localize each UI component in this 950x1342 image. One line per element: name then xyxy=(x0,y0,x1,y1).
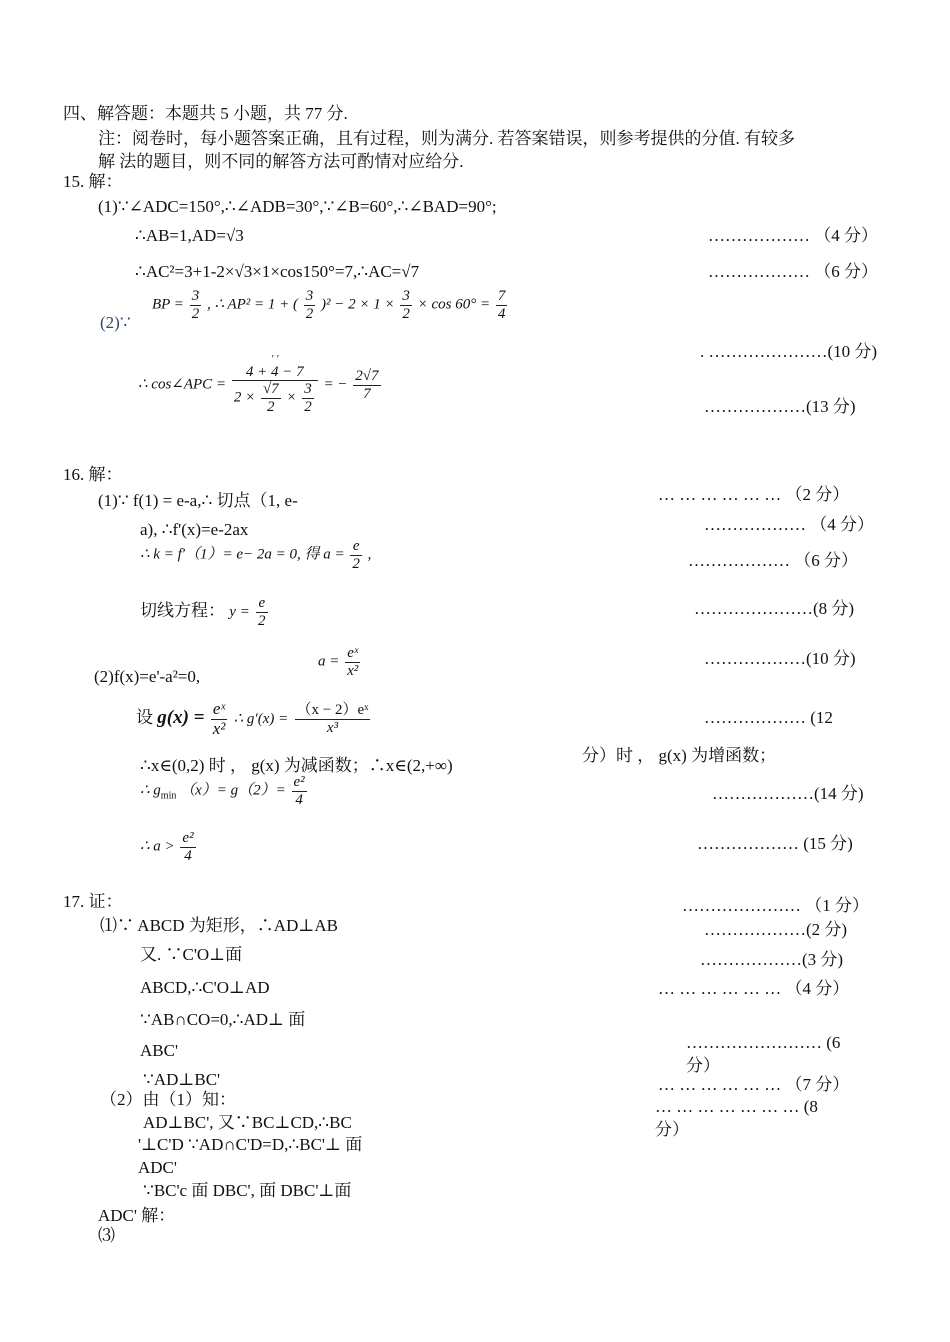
q17-line10: ADC' xyxy=(138,1158,177,1177)
q16-line8 xyxy=(140,774,309,808)
numerator: eˣ xyxy=(345,645,360,663)
fraction xyxy=(345,645,360,679)
numerator: e xyxy=(350,538,362,556)
q16-line1: (1)∵ f(1) = e-a,∴ 切点（1, e- xyxy=(98,491,298,510)
fraction xyxy=(295,702,371,736)
q17-line3: ABCD,∴C'O⊥AD xyxy=(140,978,270,997)
q16-score-2: … … … … … … （2 分） xyxy=(658,485,850,504)
q15-line1: (1)∵∠ADC=150°,∴∠ADB=30°,∵∠B=60°,∴∠BAD=90°; xyxy=(98,197,497,216)
formula-text: )² − 2 × 1 × xyxy=(321,296,395,313)
q17-line12: ADC' 解： xyxy=(98,1206,176,1225)
formula-text: , ∴ AP² = 1 + ( xyxy=(206,296,299,313)
denominator xyxy=(232,381,318,415)
q16-score-14: ………………(14 分) xyxy=(712,784,864,803)
q17-score-8-cont: 分） xyxy=(655,1120,689,1139)
q17-line11: ∵BC'c 面 DBC', 面 DBC'⊥面 xyxy=(143,1181,352,1200)
q15-cos-formula xyxy=(138,355,383,415)
q15-line3: ∴AC²=3+1-2×√3×1×cos150°=7,∴AC=√7 xyxy=(135,262,420,281)
q15-score-13: ………………(13 分) xyxy=(704,397,856,416)
numerator: e xyxy=(256,595,268,613)
q16-score-10: ………………(10 分) xyxy=(704,649,856,668)
q17-line6: ∵AD⊥BC' xyxy=(143,1070,221,1089)
q16-score-15: ……………… (15 分) xyxy=(697,834,853,853)
fraction xyxy=(350,538,362,572)
grading-note-line2: 解 法的题目，则不同的解答方法可酌情对应给分. xyxy=(98,152,464,171)
formula-text: （x）= g（2）= xyxy=(180,782,286,799)
formula-text: ∴ cos∠APC = xyxy=(138,376,227,393)
numerator: 3 xyxy=(304,381,312,398)
q16-line5: (2)f(x)=e'-a²=0, xyxy=(94,667,201,686)
q16-score-8: …………………(8 分) xyxy=(694,599,855,618)
fraction xyxy=(304,288,316,322)
fraction xyxy=(292,774,307,808)
formula-text: ∴ k = f′（1）= e− 2a = 0, 得 a = xyxy=(140,546,345,563)
q15-score-10: . …………………(10 分) xyxy=(700,342,878,361)
denominator: x² xyxy=(212,718,226,738)
q15-heading: 15. 解： xyxy=(63,172,123,191)
q17-score-3: ………………(3 分) xyxy=(700,950,844,969)
formula-text: BP = xyxy=(152,296,184,313)
q15-line2: ∴AB=1,AD=√3 xyxy=(135,226,244,245)
formula-text: , xyxy=(367,546,372,563)
formula-text: ∴ g xyxy=(140,782,161,799)
numerator: （x − 2）eˣ xyxy=(296,702,369,719)
numerator: 3 xyxy=(402,288,410,304)
denominator: 2 xyxy=(258,612,266,629)
q16-score-4: ……………… （4 分） xyxy=(704,515,874,534)
fraction xyxy=(353,368,380,402)
q16-line7: ∴x∈(0,2) 时 ， g(x) 为减函数；∴x∈(2,+∞) xyxy=(140,756,453,775)
numerator: 7 xyxy=(497,288,506,304)
formula-text: 设 xyxy=(136,708,153,728)
q16-line6 xyxy=(136,700,372,738)
formula-text: g(x) = xyxy=(157,707,205,729)
q16-line3 xyxy=(140,538,371,572)
section-title: 四、解答题：本题共 5 小题，共 77 分. xyxy=(63,104,348,123)
q17-line1: ⑴∵ ABCD 为矩形，∴AD⊥AB xyxy=(100,916,338,935)
q15-score-4: ……………… （4 分） xyxy=(708,226,878,245)
fraction xyxy=(211,700,228,738)
denominator: x² xyxy=(347,662,359,679)
fraction xyxy=(256,595,268,629)
fraction xyxy=(496,288,508,322)
formula-text: = − xyxy=(323,376,348,393)
q15-part2-formula xyxy=(152,288,509,322)
numerator: e² xyxy=(182,830,194,846)
q16-line7-right: 分）时 ， g(x) 为增函数； xyxy=(582,746,777,765)
subscript: min xyxy=(160,790,177,802)
denominator: 2 xyxy=(191,305,200,322)
denominator: 2 xyxy=(304,398,312,415)
fraction xyxy=(232,355,318,415)
q16-line9 xyxy=(140,830,198,864)
fraction xyxy=(302,381,314,415)
formula-text: a = xyxy=(318,653,340,670)
q17-line9: '⊥C'D ∵AD∩C'D=D,∴BC'⊥ 面 xyxy=(138,1135,363,1154)
formula-text: ∴ g′(x) = xyxy=(233,711,289,728)
q16-line2: a), ∴f'(x)=e-2ax xyxy=(140,520,249,539)
numerator: 3 xyxy=(305,288,314,304)
q17-heading: 17. 证： xyxy=(63,892,123,911)
fraction xyxy=(261,381,281,415)
q17-score-4: … … … … … … （4 分） xyxy=(658,979,850,998)
formula-text: × cos 60° = xyxy=(417,296,491,313)
q17-score-1: ………………… （1 分） xyxy=(682,896,869,915)
q17-line2: 又. ∵C'O⊥面 xyxy=(140,945,243,964)
q17-score-6-cont: 分） xyxy=(686,1056,720,1075)
denominator: 2 xyxy=(402,305,410,322)
q16-score-12: ……………… (12 xyxy=(704,708,833,727)
q17-line8: AD⊥BC', 又∵BC⊥CD,∴BC xyxy=(143,1113,352,1132)
denominator: 4 xyxy=(497,305,506,322)
formula-text: 2 × xyxy=(233,389,256,406)
q17-score-8: … … … … … … … (8 xyxy=(655,1097,818,1116)
denominator: x³ xyxy=(326,719,339,736)
formula-text: ∴ a > xyxy=(140,838,175,855)
q17-line4: ∵AB∩CO=0,∴AD⊥ 面 xyxy=(140,1010,306,1029)
denominator: 7 xyxy=(363,385,371,402)
formula-text: 切线方程： xyxy=(140,600,225,620)
fraction xyxy=(190,288,202,322)
denominator: 2 xyxy=(352,555,360,572)
numerator: e² xyxy=(293,774,305,790)
q17-line13: ⑶ xyxy=(98,1226,115,1245)
formula-text: × xyxy=(286,389,297,406)
q17-score-2: ………………(2 分) xyxy=(704,920,848,939)
q17-line7: （2）由（1）知： xyxy=(100,1090,236,1109)
numerator-text: 4 + 4 − 7 xyxy=(245,363,304,380)
q16-a-formula xyxy=(318,645,362,679)
grading-note-line1: 注：阅卷时，每小题答案正确，且有过程，则为满分. 若答案错误，则参考提供的分值. 有较多 xyxy=(98,129,795,148)
q17-line5: ABC' xyxy=(140,1041,179,1060)
fraction xyxy=(400,288,412,322)
formula-text: y = xyxy=(229,603,250,620)
denominator: 2 xyxy=(267,398,275,415)
numerator: √7 xyxy=(262,381,279,398)
q15-score-6: ……………… （6 分） xyxy=(708,262,878,281)
q16-line4 xyxy=(140,595,270,629)
numerator: 3 xyxy=(191,288,200,304)
numerator-marks: ′ ′ xyxy=(271,353,279,365)
q17-score-7: … … … … … … （7 分） xyxy=(658,1075,850,1094)
q16-score-6: ……………… （6 分） xyxy=(688,551,858,570)
q15-part2-label: (2)∵ xyxy=(100,313,131,332)
fraction xyxy=(180,830,195,864)
numerator: 2√7 xyxy=(355,368,379,385)
denominator: 4 xyxy=(295,791,303,808)
denominator: 2 xyxy=(305,305,314,322)
numerator: eˣ xyxy=(211,700,228,720)
q16-heading: 16. 解： xyxy=(63,465,123,484)
q17-score-6: …………………… (6 xyxy=(686,1033,841,1052)
numerator xyxy=(232,355,318,381)
denominator: 4 xyxy=(184,847,192,864)
